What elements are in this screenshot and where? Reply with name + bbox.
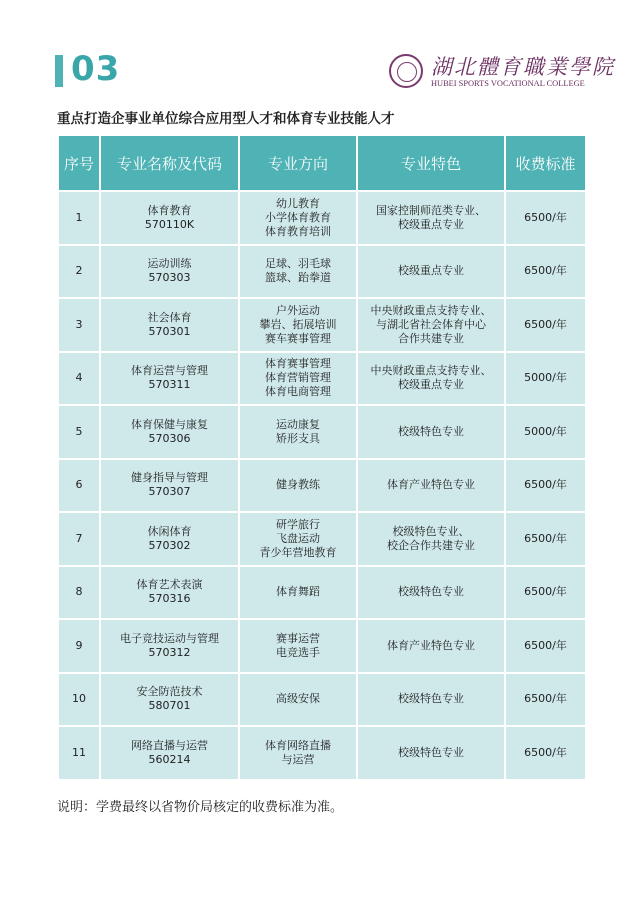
cell-fee: 6500/年 — [506, 620, 585, 672]
cell-feature — [358, 299, 504, 351]
cell-major-name-line: 体育艺术表演 — [136, 578, 203, 592]
cell-number: 2 — [59, 246, 99, 298]
table-header-row — [59, 136, 585, 190]
header-major-name: 专业名称及代码 — [101, 136, 238, 190]
cell-direction-line: 高级安保 — [276, 692, 320, 706]
cell-feature-line: 合作共建专业 — [398, 331, 464, 345]
cell-feature — [358, 246, 504, 298]
cell-feature-line: 校级特色专业、 — [392, 524, 470, 538]
cell-fee: 6500/年 — [506, 674, 585, 726]
cell-direction-line: 户外运动 — [276, 303, 320, 317]
cell-direction — [240, 406, 356, 458]
cell-number: 5 — [59, 406, 99, 458]
cell-feature — [358, 460, 504, 512]
cell-direction — [240, 460, 356, 512]
header-fee: 收费标准 — [506, 136, 585, 190]
cell-feature-line: 校级特色专业 — [398, 745, 464, 759]
cell-feature — [358, 727, 504, 779]
cell-major-name — [101, 406, 238, 458]
cell-major-name-line: 570301 — [148, 324, 191, 338]
cell-feature-line: 与湖北省社会体育中心 — [376, 317, 486, 331]
cell-direction-line: 体育教育培训 — [265, 224, 331, 238]
cell-direction — [240, 674, 356, 726]
cell-major-name-line: 570312 — [148, 645, 191, 659]
cell-number: 10 — [59, 674, 99, 726]
cell-feature-line: 校企合作共建专业 — [387, 538, 475, 552]
cell-major-name — [101, 460, 238, 512]
table-row — [59, 513, 585, 565]
cell-major-name-line: 健身指导与管理 — [131, 471, 208, 485]
table-row — [59, 567, 585, 619]
header-feature: 专业特色 — [358, 136, 504, 190]
cell-feature-line: 校级特色专业 — [398, 585, 464, 599]
cell-major-name-line: 570311 — [148, 378, 191, 392]
cell-major-name-line: 570316 — [148, 592, 191, 606]
cell-number: 6 — [59, 460, 99, 512]
header-direction: 专业方向 — [240, 136, 356, 190]
cell-number: 8 — [59, 567, 99, 619]
cell-major-name — [101, 620, 238, 672]
cell-feature-line: 中央财政重点支持专业、 — [370, 303, 492, 317]
cell-number: 11 — [59, 727, 99, 779]
cell-major-name-line: 体育教育 — [147, 203, 192, 217]
table-row — [59, 727, 585, 779]
cell-feature — [358, 192, 504, 244]
cell-feature-line: 体育产业特色专业 — [387, 478, 475, 492]
cell-direction-line: 健身教练 — [276, 478, 320, 492]
cell-fee: 6500/年 — [506, 299, 585, 351]
college-name-english: HUBEI SPORTS VOCATIONAL COLLEGE — [431, 79, 585, 88]
cell-major-name-line: 休闲体育 — [147, 524, 192, 538]
cell-direction-line: 飞盘运动 — [276, 531, 320, 545]
cell-major-name-line: 运动训练 — [147, 257, 192, 271]
fee-note: 说明：学费最终以省物价局核定的收费标准为准。 — [57, 800, 344, 815]
cell-major-name — [101, 567, 238, 619]
cell-feature-line: 校级重点专业 — [398, 264, 464, 278]
table-row — [59, 406, 585, 458]
cell-major-name-line: 体育保健与康复 — [131, 417, 208, 431]
table-row — [59, 460, 585, 512]
cell-fee: 6500/年 — [506, 246, 585, 298]
section-number: 03 — [71, 49, 121, 89]
cell-direction — [240, 299, 356, 351]
cell-number: 3 — [59, 299, 99, 351]
cell-direction-line: 体育舞蹈 — [276, 585, 320, 599]
section-accent-bar — [55, 55, 63, 87]
college-logo — [389, 54, 615, 92]
cell-feature — [358, 567, 504, 619]
cell-direction-line: 矫形支具 — [276, 431, 320, 445]
cell-major-name-line: 570110K — [144, 217, 195, 231]
cell-number: 4 — [59, 353, 99, 405]
cell-feature — [358, 353, 504, 405]
cell-direction — [240, 353, 356, 405]
cell-direction-line: 体育赛事管理 — [265, 357, 331, 371]
table-body — [59, 192, 585, 779]
cell-direction — [240, 192, 356, 244]
cell-direction — [240, 567, 356, 619]
cell-direction-line: 赛事运营 — [276, 631, 320, 645]
majors-table — [57, 134, 587, 781]
table-row — [59, 246, 585, 298]
cell-number: 7 — [59, 513, 99, 565]
cell-feature — [358, 406, 504, 458]
table-row — [59, 192, 585, 244]
cell-feature-line: 国家控制师范类专业、 — [376, 203, 486, 217]
cell-major-name — [101, 299, 238, 351]
cell-direction-line: 足球、羽毛球 — [265, 257, 331, 271]
cell-direction-line: 小学体育教育 — [265, 210, 331, 224]
cell-direction-line: 运动康复 — [276, 417, 320, 431]
cell-feature-line: 中央财政重点支持专业、 — [370, 364, 492, 378]
cell-major-name-line: 570306 — [148, 431, 191, 445]
cell-feature-line: 校级特色专业 — [398, 424, 464, 438]
table-row — [59, 620, 585, 672]
page-subtitle: 重点打造企事业单位综合应用型人才和体育专业技能人才 — [57, 111, 395, 127]
cell-feature-line: 体育产业特色专业 — [387, 638, 475, 652]
cell-direction-line: 赛车赛事管理 — [265, 331, 331, 345]
cell-major-name-line: 580701 — [148, 699, 191, 713]
cell-major-name-line: 560214 — [148, 752, 191, 766]
cell-major-name-line: 网络直播与运营 — [131, 738, 208, 752]
cell-direction — [240, 727, 356, 779]
cell-direction-line: 青少年营地教育 — [259, 545, 337, 559]
cell-fee: 6500/年 — [506, 513, 585, 565]
cell-direction-line: 体育电商管理 — [265, 385, 331, 399]
cell-major-name — [101, 246, 238, 298]
cell-fee: 5000/年 — [506, 353, 585, 405]
cell-direction-line: 与运营 — [281, 752, 315, 766]
cell-feature-line: 校级重点专业 — [398, 217, 464, 231]
cell-fee: 5000/年 — [506, 406, 585, 458]
cell-major-name-line: 570307 — [148, 485, 191, 499]
cell-major-name-line: 体育运营与管理 — [131, 364, 208, 378]
cell-direction-line: 篮球、跆拳道 — [265, 271, 331, 285]
cell-major-name-line: 安全防范技术 — [136, 685, 203, 699]
cell-direction — [240, 513, 356, 565]
cell-fee: 6500/年 — [506, 567, 585, 619]
cell-direction-line: 体育网络直播 — [265, 738, 331, 752]
cell-direction-line: 攀岩、拓展培训 — [259, 317, 337, 331]
cell-major-name-line: 电子竞技运动与管理 — [120, 631, 219, 645]
cell-major-name — [101, 513, 238, 565]
cell-feature-line: 校级特色专业 — [398, 692, 464, 706]
cell-number: 9 — [59, 620, 99, 672]
cell-feature-line: 校级重点专业 — [398, 378, 464, 392]
cell-feature — [358, 513, 504, 565]
table-row — [59, 353, 585, 405]
cell-fee: 6500/年 — [506, 192, 585, 244]
cell-direction-line: 研学旅行 — [276, 517, 320, 531]
table-row — [59, 299, 585, 351]
cell-feature — [358, 674, 504, 726]
cell-major-name — [101, 353, 238, 405]
cell-direction — [240, 246, 356, 298]
table-row — [59, 674, 585, 726]
header-number: 序号 — [59, 136, 99, 190]
cell-major-name-line: 570302 — [148, 538, 191, 552]
cell-direction-line: 幼儿教育 — [276, 196, 320, 210]
cell-major-name-line: 570303 — [148, 271, 191, 285]
cell-direction-line: 电竞选手 — [276, 645, 320, 659]
cell-major-name — [101, 674, 238, 726]
cell-fee: 6500/年 — [506, 460, 585, 512]
cell-number: 1 — [59, 192, 99, 244]
cell-fee: 6500/年 — [506, 727, 585, 779]
cell-major-name — [101, 192, 238, 244]
college-seal-icon — [389, 54, 423, 88]
cell-direction-line: 体育营销管理 — [265, 371, 331, 385]
cell-direction — [240, 620, 356, 672]
cell-major-name — [101, 727, 238, 779]
cell-feature — [358, 620, 504, 672]
cell-major-name-line: 社会体育 — [147, 310, 192, 324]
college-name-chinese: 湖北體育職業學院 — [431, 55, 615, 79]
